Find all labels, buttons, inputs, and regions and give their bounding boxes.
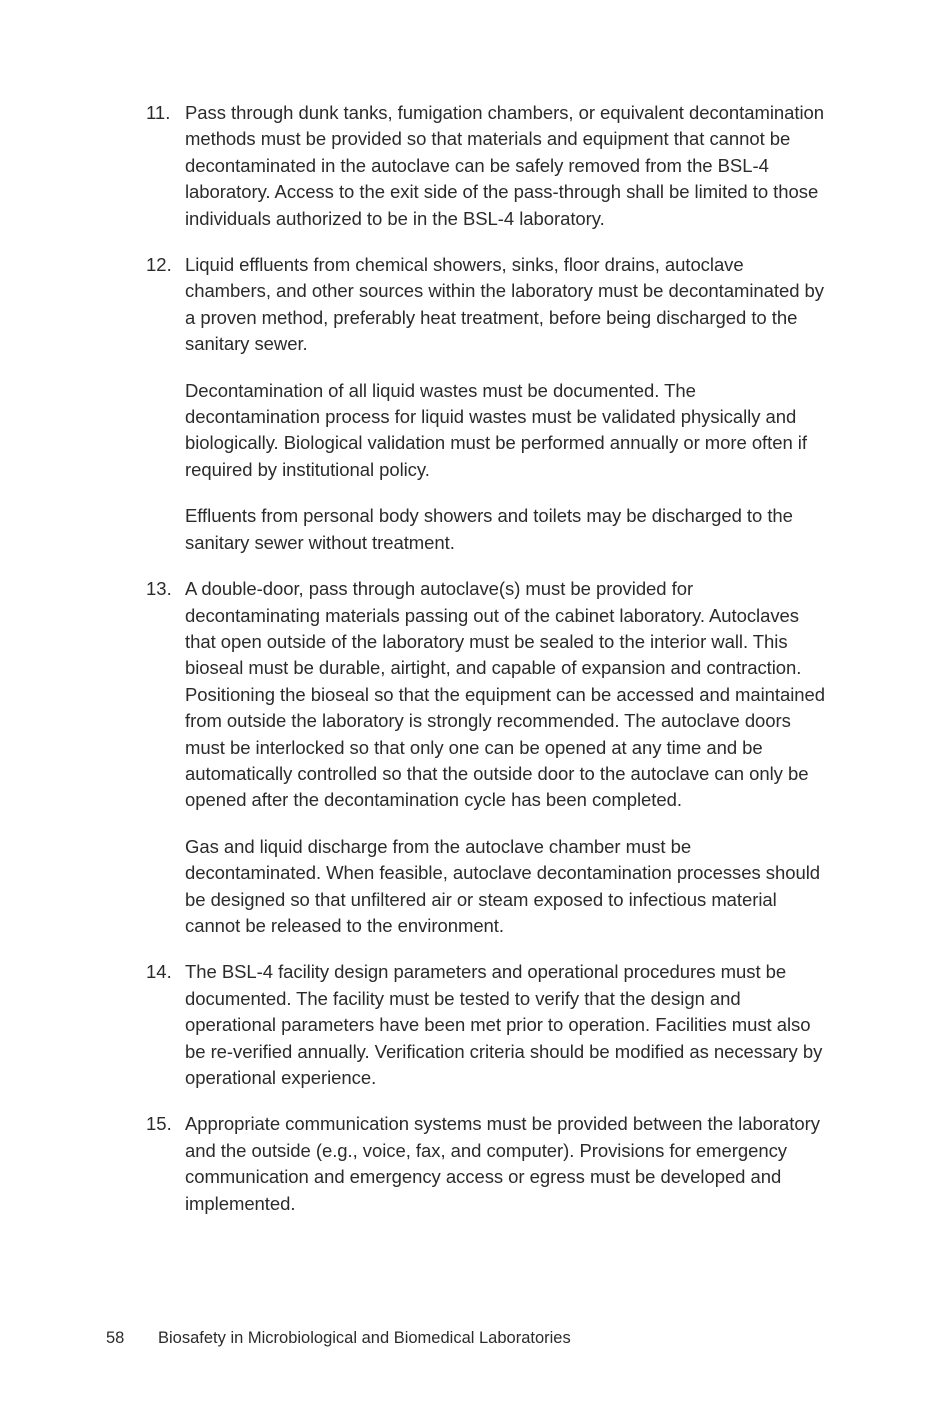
item-number: 14.: [146, 961, 172, 983]
item-number: 13.: [146, 578, 172, 600]
list-item-15: [146, 1111, 826, 1217]
document-body: [146, 100, 826, 1237]
item-paragraph: A double-door, pass through autoclave(s) must be provided for decontaminating materials passing out of the cabinet laboratory. Autoclaves that open outside of the laboratory must be sealed to the interior wall. This bioseal must be durable, airtight, and capable of expansion and contraction. Positioning the bioseal so that the equipment can be accessed and maintained from outside the laboratory is strongly recommended. The autoclave doors must be interlocked so that only one can be opened at any time and be automatically controlled so that the outside door to the autoclave can only be opened after the decontamination cycle has been completed.: [185, 578, 826, 811]
item-paragraph: Appropriate communication systems must be provided between the laboratory and the outside (e.g., voice, fax, and computer). Provisions for emergency communication and emergency access or egress must be developed and implemented.: [185, 1113, 820, 1214]
page-number: 58: [106, 1329, 125, 1347]
item-paragraph: Pass through dunk tanks, fumigation chambers, or equivalent decontamination methods must be provided so that materials and equipment that cannot be decontaminated in the autoclave can be safely removed from the BSL-4 laboratory. Access to the exit side of the pass-through shall be limited to those individuals authorized to be in the BSL-4 laboratory.: [185, 102, 824, 229]
list-item-13: [146, 576, 826, 939]
item-paragraph: The BSL-4 facility design parameters and operational procedures must be documented. The facility must be tested to verify that the design and operational parameters have been met prior to operation. Facilities must also be re-verified annually. Verification criteria should be modified as necessary by operational experience.: [185, 961, 823, 1088]
item-paragraph: Decontamination of all liquid wastes must be documented. The decontamination process for liquid wastes must be validated physically and biologically. Biological validation must be performed annually or more often if required by institutional policy.: [185, 379, 807, 480]
item-paragraph: Effluents from personal body showers and toilets may be discharged to the sanitary sewer without treatment.: [185, 505, 793, 553]
item-paragraph: Liquid effluents from chemical showers, sinks, floor drains, autoclave chambers, and other sources within the laboratory must be decontaminated by a proven method, preferably heat treatment, before being discharged to the sanitary sewer.: [185, 254, 824, 355]
list-item-14: [146, 959, 826, 1091]
page-footer: [106, 1327, 571, 1349]
item-number: 12.: [146, 254, 172, 276]
list-item-11: [146, 100, 826, 232]
item-number: 11.: [146, 102, 171, 123]
list-item-12: [146, 252, 826, 556]
book-title: Biosafety in Microbiological and Biomedical Laboratories: [158, 1329, 571, 1347]
item-paragraph: Gas and liquid discharge from the autoclave chamber must be decontaminated. When feasible, autoclave decontamination processes should be designed so that unfiltered air or steam exposed to infectious material cannot be released to the environment.: [185, 835, 820, 936]
item-number: 15.: [146, 1113, 172, 1135]
